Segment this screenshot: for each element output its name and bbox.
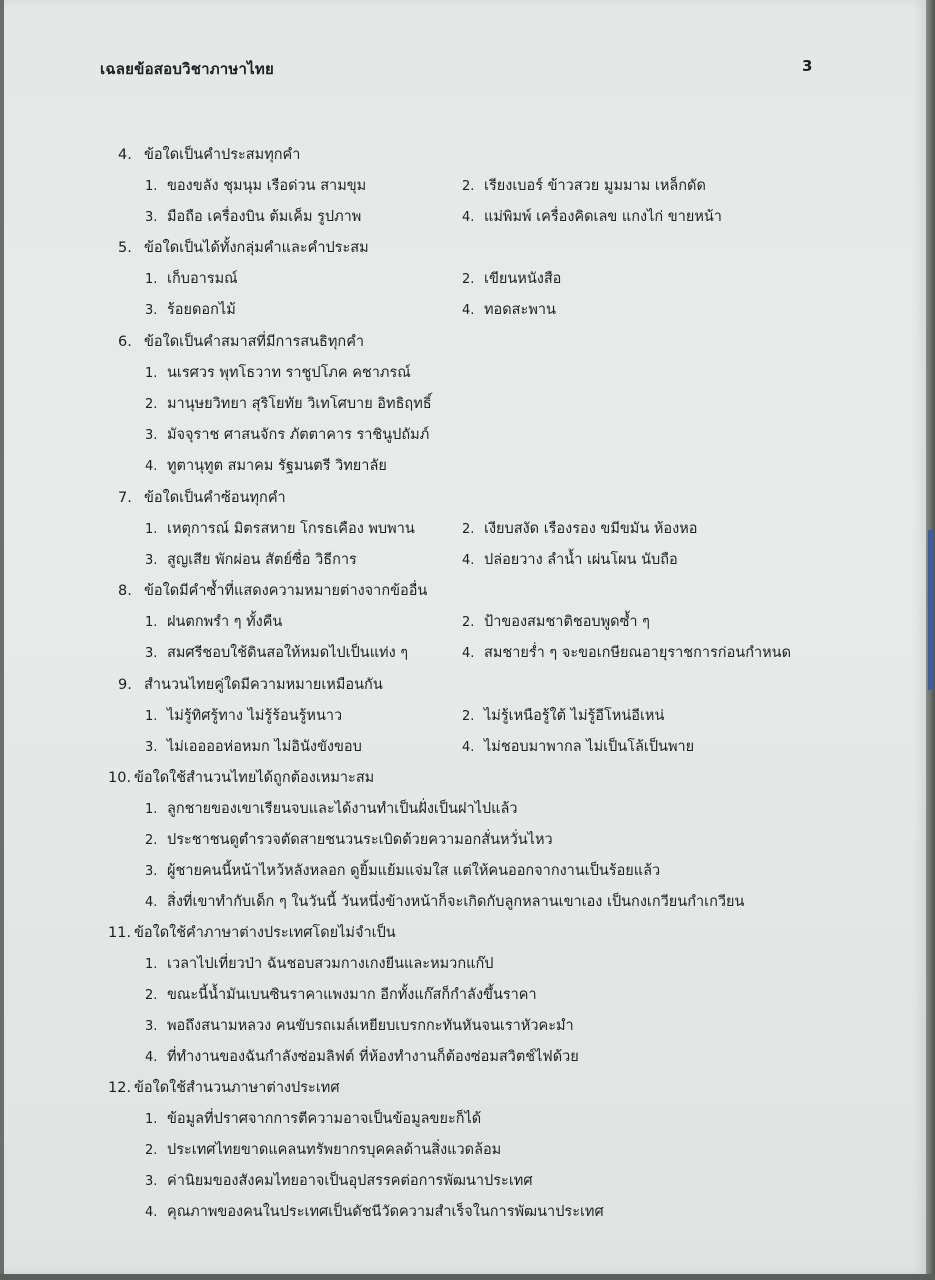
question-text: ข้อใดเป็นคำประสมทุกคำ xyxy=(144,147,301,163)
question-10 xyxy=(108,766,898,790)
question-text: สำนวนไทยคู่ใดมีความหมายเหมือนกัน xyxy=(144,677,383,693)
answer-option xyxy=(462,267,561,291)
answer-option xyxy=(145,735,362,759)
answer-option xyxy=(145,267,238,291)
question-6 xyxy=(118,330,908,354)
question-12 xyxy=(108,1076,898,1100)
answer-option xyxy=(145,797,518,821)
option-number: 4. xyxy=(462,553,475,568)
question-number: 10. xyxy=(108,770,132,786)
answer-option xyxy=(145,392,432,416)
answer-option xyxy=(462,704,664,728)
option-number: 1. xyxy=(145,366,158,381)
option-number: 2. xyxy=(145,988,158,1003)
option-text: ไม่รู้เหนือรู้ใต้ ไม่รู้อีโหน่อีเหน่ xyxy=(484,708,665,724)
answer-option xyxy=(145,205,361,229)
option-text: สมชายร่ำ ๆ จะขอเกษียณอายุราชการก่อนกำหนด xyxy=(484,645,792,661)
option-text: ประเทศไทยขาดแคลนทรัพยากรบุคคลด้านสิ่งแวดล้อม xyxy=(167,1142,502,1158)
answer-option xyxy=(145,828,553,852)
answer-option xyxy=(462,548,678,572)
option-text: ไม่ชอบมาพากล ไม่เป็นโล้เป็นพาย xyxy=(484,739,695,755)
option-number: 2. xyxy=(462,272,475,287)
option-number: 3. xyxy=(145,210,158,225)
answer-option xyxy=(462,610,650,634)
question-text: ข้อใดมีคำซ้ำที่แสดงความหมายต่างจากข้ออื่น xyxy=(144,583,428,599)
answer-option xyxy=(145,1200,604,1224)
answer-option xyxy=(462,298,556,322)
answer-option xyxy=(462,517,698,541)
option-text: ขณะนี้น้ำมันเบนซินราคาแพงมาก อีกทั้งแก๊สก็กำลังขึ้นราคา xyxy=(167,987,537,1003)
option-text: เก็บอารมณ์ xyxy=(167,271,238,287)
option-text: แม่พิมพ์ เครื่องคิดเลข แกงไก่ ขายหน้า xyxy=(484,209,722,225)
option-number: 1. xyxy=(145,179,158,194)
answer-option xyxy=(145,952,493,976)
question-text: ข้อใดใช้สำนวนไทยได้ถูกต้องเหมาะสม xyxy=(134,770,375,786)
option-text: พอถึงสนามหลวง คนขับรถเมล์เหยียบเบรกกะทันหันจนเราหัวคะมำ xyxy=(167,1018,574,1034)
option-text: ทอดสะพาน xyxy=(484,302,556,318)
answer-option xyxy=(145,983,537,1007)
question-number: 4. xyxy=(118,147,132,163)
option-number: 1. xyxy=(145,272,158,287)
answer-option xyxy=(145,704,342,728)
question-number: 6. xyxy=(118,334,132,350)
answer-option xyxy=(145,1169,533,1193)
option-number: 3. xyxy=(145,740,158,755)
answer-option xyxy=(145,454,387,478)
question-number: 12. xyxy=(108,1080,132,1096)
answer-option xyxy=(145,610,282,634)
option-number: 4. xyxy=(462,646,475,661)
question-7 xyxy=(118,486,908,510)
option-text: เหตุการณ์ มิตรสหาย โกรธเคือง พบพาน xyxy=(167,521,415,537)
answer-option xyxy=(145,423,429,447)
page-header-title: เฉลยข้อสอบวิชาภาษาไทย xyxy=(100,60,274,78)
option-number: 3. xyxy=(145,1174,158,1189)
option-number: 1. xyxy=(145,522,158,537)
option-text: ที่ทำงานของฉันกำลังซ่อมลิฟต์ ที่ห้องทำงานก็ต้องซ่อมสวิตช์ไฟด้วย xyxy=(167,1049,579,1065)
option-number: 3. xyxy=(145,428,158,443)
question-11 xyxy=(108,921,898,945)
option-number: 4. xyxy=(462,303,475,318)
question-number: 7. xyxy=(118,490,132,506)
option-number: 3. xyxy=(145,303,158,318)
option-number: 2. xyxy=(462,179,475,194)
option-number: 4. xyxy=(462,210,475,225)
option-text: มัจจุราช ศาสนจักร ภัตตาคาร ราชินูปถัมภ์ xyxy=(167,427,430,443)
question-text: ข้อใดเป็นได้ทั้งกลุ่มคำและคำประสม xyxy=(144,240,369,256)
option-number: 3. xyxy=(145,646,158,661)
option-number: 2. xyxy=(462,709,475,724)
option-text: เวลาไปเที่ยวป่า ฉันชอบสวมกางเกงยีนและหมวกแก๊ป xyxy=(167,956,494,972)
question-number: 11. xyxy=(108,925,132,941)
blue-edge-mark xyxy=(928,530,933,690)
answer-option xyxy=(145,361,411,385)
answer-option xyxy=(462,205,722,229)
question-4 xyxy=(118,143,908,167)
option-number: 1. xyxy=(145,709,158,724)
option-text: ข้อมูลที่ปราศจากการตีความอาจเป็นข้อมูลขยะก็ได้ xyxy=(167,1111,482,1127)
question-text: ข้อใดเป็นคำซ้อนทุกคำ xyxy=(144,490,286,506)
option-number: 4. xyxy=(462,740,475,755)
option-text: ทูตานุทูต สมาคม รัฐมนตรี วิทยาลัย xyxy=(167,458,387,474)
answer-option xyxy=(145,548,357,572)
question-9 xyxy=(118,673,908,697)
option-text: เขียนหนังสือ xyxy=(484,271,562,287)
question-5 xyxy=(118,236,908,260)
answer-option xyxy=(145,1014,574,1038)
option-text: ค่านิยมของสังคมไทยอาจเป็นอุปสรรคต่อการพัฒนาประเทศ xyxy=(167,1173,533,1189)
answer-option xyxy=(145,298,236,322)
option-text: ร้อยดอกไม้ xyxy=(167,302,236,318)
option-text: ปล่อยวาง ลำน้ำ เผ่นโผน นับถือ xyxy=(484,552,678,568)
option-number: 1. xyxy=(145,957,158,972)
option-text: ไม่เออออห่อหมก ไม่อินังขังขอบ xyxy=(167,739,362,755)
page-number: 3 xyxy=(802,57,813,75)
question-text: ข้อใดเป็นคำสมาสที่มีการสนธิทุกคำ xyxy=(144,334,365,350)
option-text: ลูกชายของเขาเรียนจบและได้งานทำเป็นฝั่งเป็นฝาไปแล้ว xyxy=(167,801,518,817)
option-number: 1. xyxy=(145,615,158,630)
answer-option xyxy=(462,735,694,759)
option-text: ของขลัง ชุมนุม เรือด่วน สามขุม xyxy=(167,178,367,194)
option-text: ประชาชนดูตำรวจตัดสายชนวนระเบิดด้วยความอกสั่นหวั่นไหว xyxy=(167,832,553,848)
option-number: 1. xyxy=(145,802,158,817)
option-number: 2. xyxy=(462,522,475,537)
option-text: นเรศวร พุทโธวาท ราชูปโภค คชาภรณ์ xyxy=(167,365,411,381)
question-text: ข้อใดใช้สำนวนภาษาต่างประเทศ xyxy=(134,1080,340,1096)
option-number: 2. xyxy=(462,615,475,630)
question-text: ข้อใดใช้คำภาษาต่างประเทศโดยไม่จำเป็น xyxy=(134,925,396,941)
answer-option xyxy=(145,517,415,541)
option-number: 2. xyxy=(145,397,158,412)
option-number: 2. xyxy=(145,1143,158,1158)
answer-option xyxy=(145,1107,481,1131)
option-text: ผู้ชายคนนี้หน้าไหว้หลังหลอก ดูยิ้มแย้มแจ่มใส แต่ให้คนออกจากงานเป็นร้อยแล้ว xyxy=(167,863,661,879)
option-text: ไม่รู้ทิศรู้ทาง ไม่รู้ร้อนรู้หนาว xyxy=(167,708,343,724)
answer-option xyxy=(145,1138,501,1162)
option-number: 4. xyxy=(145,1050,158,1065)
option-text: คุณภาพของคนในประเทศเป็นดัชนีวัดความสำเร็จในการพัฒนาประเทศ xyxy=(167,1204,604,1220)
option-text: สมศรีชอบใช้ดินสอให้หมดไปเป็นแท่ง ๆ xyxy=(167,645,409,661)
answer-option xyxy=(145,1045,579,1069)
option-text: ฝนตกพรำ ๆ ทั้งคืน xyxy=(167,614,283,630)
option-text: เงียบสงัด เรืองรอง ขมีขมัน ห้องหอ xyxy=(484,521,698,537)
question-number: 5. xyxy=(118,240,132,256)
option-text: สิ่งที่เขาทำกับเด็ก ๆ ในวันนี้ วันหนึ่งข้างหน้าก็จะเกิดกับลูกหลานเขาเอง เป็นกงเกวียนกำเกวียน xyxy=(167,894,745,910)
option-number: 4. xyxy=(145,1205,158,1220)
option-number: 3. xyxy=(145,1019,158,1034)
answer-option xyxy=(145,641,408,665)
option-number: 3. xyxy=(145,864,158,879)
answer-option xyxy=(462,641,791,665)
option-text: ป้าของสมชาติชอบพูดซ้ำ ๆ xyxy=(484,614,650,630)
question-number: 9. xyxy=(118,677,132,693)
option-text: สูญเสีย พักผ่อน สัตย์ซื่อ วิธีการ xyxy=(167,552,357,568)
option-text: มือถือ เครื่องบิน ต้มเค็ม รูปภาพ xyxy=(167,209,362,225)
question-8 xyxy=(118,579,908,603)
option-number: 2. xyxy=(145,833,158,848)
option-number: 1. xyxy=(145,1112,158,1127)
answer-option xyxy=(145,174,366,198)
answer-option xyxy=(145,859,660,883)
option-number: 4. xyxy=(145,459,158,474)
question-number: 8. xyxy=(118,583,132,599)
option-number: 4. xyxy=(145,895,158,910)
option-text: เรียงเบอร์ ข้าวสวย มูมมาม เหล็กดัด xyxy=(484,178,706,194)
option-number: 3. xyxy=(145,553,158,568)
page-bottom-edge xyxy=(0,1274,935,1280)
answer-option xyxy=(462,174,706,198)
option-text: มานุษยวิทยา สุริโยทัย วิเทโศบาย อิทธิฤทธิ์ xyxy=(167,396,432,412)
answer-option xyxy=(145,890,744,914)
